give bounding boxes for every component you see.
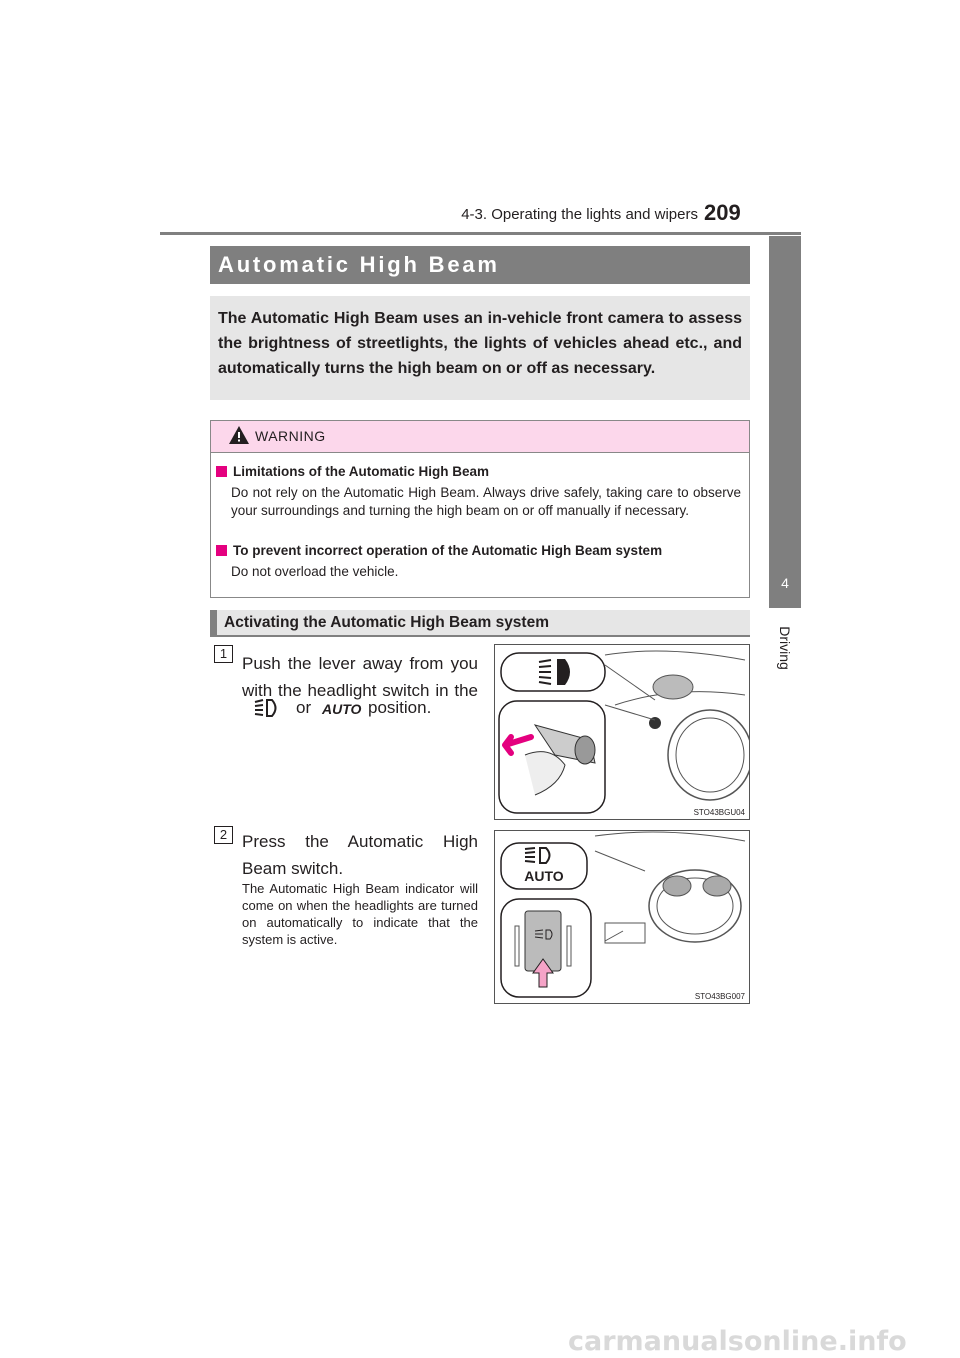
warning-item-heading: To prevent incorrect operation of the Automatic High Beam system — [216, 543, 662, 558]
intro-text: The Automatic High Beam uses an in-vehicle front camera to assess the brightness of streetlights, the lights of vehicles ahead etc., and automatically turns the high beam on or off as necessary. — [218, 310, 742, 377]
chapter-number: 4 — [781, 575, 789, 591]
or-text: or — [296, 698, 312, 717]
section-title: Activating the Automatic High Beam system — [224, 614, 549, 631]
warning-item-body: Do not overload the vehicle. — [231, 564, 399, 579]
chapter-label-text: Driving — [777, 626, 793, 670]
section-underline — [210, 635, 750, 637]
warning-item-heading: Limitations of the Automatic High Beam — [216, 464, 489, 479]
watermark-logo — [568, 1326, 960, 1358]
page-title: Automatic High Beam — [218, 252, 500, 277]
step-1-line-1: Push the lever away from you — [242, 654, 478, 673]
position-text: position. — [368, 698, 432, 717]
intro-box — [210, 296, 750, 400]
warning-title: WARNING — [255, 428, 326, 444]
warning-header — [211, 421, 749, 453]
page-title-bar — [210, 246, 750, 284]
page-number: 209 — [704, 200, 741, 225]
switch-illustration — [494, 830, 750, 1004]
chapter-label — [762, 626, 808, 670]
auto-icon: AUTO — [322, 701, 362, 717]
warning-box — [210, 420, 750, 598]
dashboard-switch-drawing — [495, 831, 749, 1003]
step-2-subtext: The Automatic High Beam indicator will come on when the headlights are turned on automatically to indicate that the system is active. — [242, 881, 478, 947]
step-2-text: Press the Automatic High Beam switch. — [242, 832, 478, 878]
image-code: STO43BGU04 — [693, 808, 745, 817]
watermark-text: carmanualsonline.info — [568, 1326, 907, 1357]
auto-label: AUTO — [524, 868, 564, 884]
header-section-title: 4-3. Operating the lights and wipers — [461, 206, 698, 223]
step-1-line-2: with the headlight switch in the — [242, 681, 478, 700]
lever-illustration — [494, 644, 750, 820]
header-rule — [160, 232, 801, 235]
step-1-position-line — [254, 696, 484, 722]
warning-triangle-icon — [228, 425, 250, 445]
headlight-icon — [254, 698, 280, 718]
warning-item-body: Do not rely on the Automatic High Beam. Always drive safely, taking care to observe your surroundings and turning the high beam on or off manually if necessary. — [231, 485, 741, 518]
steering-lever-drawing — [495, 645, 749, 819]
image-code: STO43BG007 — [694, 992, 745, 1001]
chapter-tab — [769, 236, 801, 608]
bullet-square-icon — [216, 545, 227, 556]
bullet-square-icon — [216, 466, 227, 477]
step-number-badge: 2 — [214, 826, 233, 844]
section-header — [210, 610, 750, 636]
step-number-badge: 1 — [214, 645, 233, 663]
